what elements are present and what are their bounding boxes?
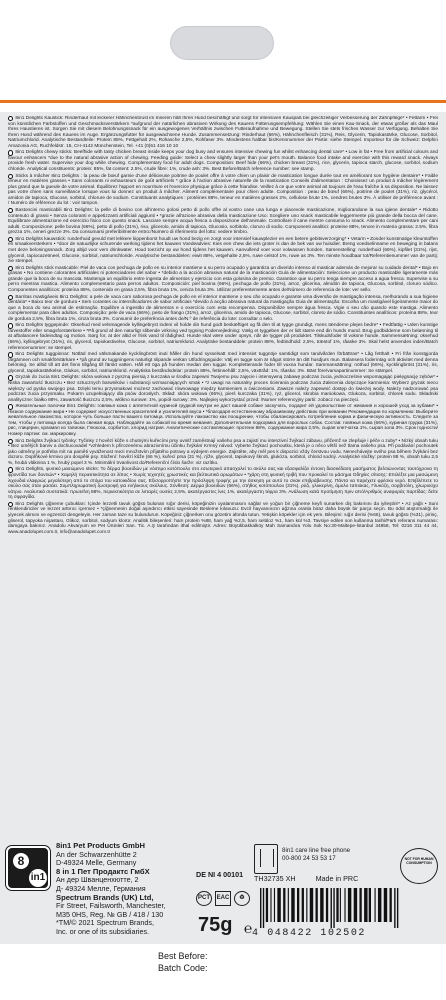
- barcode-bar: [359, 888, 361, 922]
- barcode-bar: [297, 888, 299, 922]
- language-block-es: [8, 266, 438, 294]
- careline-phone-icon: [254, 844, 278, 874]
- language-text: 8in1 Delights Kaustick: Rinderhaut mit leckerer Hähnchenbrust im Inneren hält Ihren Hund beschäftigt und sorgt für intensiven Kauspaß bei gleichzeitiger Verbesserung der Zahnpflege* • Fettarm • Frei von künstlichen Farbstoffen und Geschmacksverstärkern *aufgrund der natürlichen abrasiven Wirkung des Kauens Fütterungsempfehlung: Wählen Sie einen Kau-Snack, der etwas größer als das Maul Ihres Haustieres ist. Sorgen Sie mit diesem Belohnungssnack für ein ausgewogenes Verhältnis zwischen Futteraufnahme und Bewegung. Stellen Sie stets frisches Wasser zur Verfügung. Behalten Sie Ihren Hund während des Kauens im Auge. Ergänzungsfutter für ausgewachsene Hunde. Zusammensetzung: Rinderhaut (66%), Hähnchenfleisch (31%), Reis, Glycerin, Tapiokastärke, Glucose, Sorbitol, Natriumchlorid. Analytische Bestandteile: Protein 85%, Fettgehalt 2%, Rohasche 2,5%, Rohfaser 3%. Mindestens haltbar bis/Kennnummer der Partie: siehe Stempel. Importeur für die Schweiz: Delphin Amazonia AG, Ruchfeldstr. 15, CH-4142 Münchenstein, Tel. +41 (0)61 416 10 10: [8, 116, 438, 149]
- language-text: 8in1 Delights kauwstick: runderhuid gevuld met lekkere kippenborst houdt uw hond bezig en zorgt voor intensief kauwplezier en een betere gebitsverzorging* • Vetarm • Zonder kunstmatige kleurstoffen en smaakversterkers • *door de natuurlijke schurende werking tijdens het kauwen Voedeadvies: Kies een chew die iets groter is dan de bek van uw huisdier. Breng voedselinname en beweging in balans met deze beloningssnack. Zorg altijd voor vers drinkwater. Houd toezicht op uw hond tijdens het kauwen. Aanvullend voer voor volwassen honden. Samenstelling: runderhuid (66%), kipfilet (31%), rijst, glycerol, tapiocazetmeel, Glucose, sorbitol, natriumchloride. Analytische bestanddelen: eiwit 88%, vetgehalte 2,5%, ruwe celstof 1%, ruwe as 3%. Ten minste houdbaar tot/Referentienummer van de partij: zie stempel.: [8, 236, 438, 265]
- barcode-bar: [390, 888, 392, 922]
- language-text: 8in1 Delights tyggepinde: Oksehud med velsmagende kyllingebryst indeni vil holde din hund godt beskæftiget og få den til at tygge grundigt, mens tænderne plejes bedre* • Fedtfattig • Uden kunstige farvestoffer eller smagsforstærkere • *På grund af den naturligt slibende virkning ved tygning Fodervejledning: Vælg et tyggeben der er lidt større end din hunds mund. Brug godbidderne som belønning til at afbalancere fødeindtag og motion. Sørg for, at der altid er frisk vand til rådighed. Hunde skal være under opsyn, når de tygger på produktet. Tilskudsfoder til voksne hunde. Sammensætning: oksehud (66%), kyllingebryst (31%), ris, glycerol, tapiokastivelse, Glucose, sorbitol, natriumklorid. Analytiske bestanddele: protein 88%, fedtindhold: 2,5%, træstof 1%, råaske 3%. Skal helst anvendes inden/Batch referencenummer: se stempel.: [8, 323, 438, 351]
- barcode-bar: [394, 888, 395, 928]
- address-line: An der Schwarzenhütte 2: [56, 849, 137, 859]
- barcode-bar: [354, 888, 357, 922]
- language-block-fr: [8, 174, 438, 207]
- brand-logo-8in1: [6, 846, 50, 890]
- barcode-bar: [277, 888, 280, 922]
- brand-logo-text: in1: [29, 869, 47, 887]
- brand-logo-number: 8: [13, 853, 29, 869]
- estimated-sign: ℮: [244, 920, 253, 936]
- company-name-ru: 8 in 1 Пет Продактс ГмбХ: [56, 866, 150, 876]
- language-block-pt: [8, 295, 438, 323]
- not-for-human-consumption-icon: NOT FOR HUMAN CONSUMPTION: [400, 848, 438, 884]
- address-line-ru: Ан дер Шванценхютте, 2: [56, 875, 139, 885]
- barcode-bar: [348, 888, 351, 922]
- recycle-icon: ♻: [234, 891, 250, 906]
- best-before-label: Best Before:: [158, 951, 208, 961]
- language-block-pl: [8, 375, 438, 403]
- multilingual-product-text: [8, 116, 438, 832]
- accent-line: [0, 100, 446, 103]
- certification-icons: [196, 891, 252, 907]
- address-line-ru: Д- 49324 Мелле, Германия: [56, 883, 146, 893]
- language-block-se: [8, 352, 438, 374]
- language-block-gb: [8, 150, 438, 172]
- barcode-bar: [306, 888, 307, 922]
- barcode-bar: [340, 888, 341, 922]
- batch-info: [158, 950, 208, 974]
- barcode-bar: [333, 888, 334, 928]
- language-block-it: [8, 208, 438, 236]
- eac-mark-icon: EAC: [215, 891, 231, 906]
- uk-address-line: Inc. or one of its subsidiaries.: [56, 926, 150, 936]
- barcode-bar: [302, 888, 304, 922]
- language-text: 8in1 Delights tuggpinnar: Nötläd med välsmakande kycklingbröst inuti håller din hund sysselsatt med intensivt tuggnöje samtidigt som tandvården förbättras* • Låg fetthalt • Fri från konstgjorda färgämnen och smakförstärkare • *på grund av tuggningens naturligt slipande verkan Utfodringsguide: Välj en tugge som är något större än ditt husdjurs mun. Balansera foderintag och aktivitet med denna belöning. Se alltid till att det finns tillgång till färskt vatten. Håll ett öga på hunden medan den tuggar. Kompletterande foder till vuxna hundar. Sammansättning: nöthud (66%), kycklingbröst (31%), ris, glycerol, tapiokastärkelse, Glukos, sorbitol, natriumklorid. Analytiska beståndsdelar: protein 88%, fettinnehåll: 2,5%, växttråd: 1%, råaska: 3%. Bäst före/varsapartinummer: Se stämpel.: [8, 352, 438, 374]
- language-text: Bastoncini masticabili 8in1 Delights: la pelle di bovino con all'interno golosi petto di pollo offre al vostro cane una lunga e piacevole masticazione, migliorandone la sua igiene dentale* • Ridotto contenuto di grassi • Senza coloranti e appetizzanti artificiali aggiunti • *grazie all'azione abrasiva della masticazione Uso: Scegliere uno snack masticabile leggermente più grande della bocca del cane. Equilibrare alimentazione ed esercizio fisico con questo snack. Lasciare sempre acqua fresca a disposizione dell'animale. Controllare il cane mentre consuma lo snack. Alimento complementare per cani adulti. Composizione: pelle bovina (66%), petto di pollo (31%), riso, glicerolo, amido di tapioca, Glucosio, sorbitolo, cloruro di sodio. Componenti analitici: proteine 88%, tenore in materia grassa: 2.5%, fibra grezza 1%, ceneri grezze 3%. Da consumarsi preferibilmente entro:/Numero di riferimento del lotto: vedere timbro.: [8, 208, 438, 236]
- uk-address-line: M35 0HS, Reg. № GB / 418 / 130: [56, 909, 164, 919]
- barcode-bar: [283, 888, 285, 922]
- language-block-ru: [8, 404, 438, 437]
- barcode-bars: [256, 888, 436, 928]
- company-name: 8in1 Pet Products GmbH: [56, 841, 146, 850]
- hang-hole: [170, 26, 274, 60]
- language-text: Sticks à mâcher 8in1 Delights : la peau de bœuf garnie d'une délicieuse poitrine de poulet offre à votre chien un plaisir de mastication longue durée tout en améliorant son hygiène dentaire* • Faible teneur en matières grasses • Sans colorants ni exhausteurs de goût artificiels * grâce à l'action abrasive naturelle de la mastication Conseils d'alimentation : Choisissez un produit à mâcher légèrement plus grand que la gueule de votre animal. Équilibrez l'apport en nourriture et l'exercice physique grâce à cette friandise. Veillez à ce que votre animal ait toujours de l'eau fraîche à sa disposition. Ne laissez pas votre chien sans surveillance lorsque vous lui donnez un produit à mâcher. Aliment complémentaire pour chien adulte. Composition : peau de bœuf (66%), poitrine de poulet (31%), riz, glycérol, amidon de tapioca, Glucose, sorbitol, chlorure de sodium. Constituants analytiques : protéines 88%, teneur en matières grasses 2%, cellulose brute 1%, cendres brutes 3%. À utiliser de préférence avant : / Numéro de référence du lot : voir tampon.: [8, 173, 438, 207]
- barcode-bar: [375, 888, 376, 922]
- ean-barcode: [256, 888, 436, 932]
- barcode-bar: [326, 888, 328, 922]
- language-block-gr: [8, 467, 438, 500]
- registration-number: DE NI 4 00101: [196, 870, 244, 879]
- careline-label: 8in1 care line free phone: [282, 847, 351, 854]
- barcode-bar: [274, 888, 275, 922]
- language-block-dk: [8, 323, 438, 351]
- barcode-bar: [270, 888, 271, 922]
- barcode-bar: [320, 888, 323, 922]
- language-block-de: [8, 116, 438, 149]
- barcode-bar: [291, 888, 294, 922]
- item-code: TH32735 XH: [254, 874, 296, 883]
- careline-phone: 00-800 24 53 53 17: [282, 854, 336, 862]
- language-text: 8in1 Delights, φυσικό μασώμενο sticks: Το δέρμα βοοειδών με νόστιμο κοτόπουλο στο εσωτερικό απασχολεί το σκύλο σας και εξασφαλίζει έντονη διασκέδαση μασήματος βελτιώνοντας ταυτόχρονα τη φροντίδα των δοντιών* • Χαμηλή περιεκτικότητα σε λίπος • Χωρίς τεχνητές χρωστικές και βελτιωτικά αρωμάτων • *χάρη στη φυσική τριβή που προκαλεί το μάσημα Οδηγίες σίτισης: Επιλέξτε μια μασώμενη λιχουδιά ελαφρώς μεγαλύτερη από το στόμα του κατοικιδίου σας. Εξισορροπήστε την πρόσληψη τροφής με την άσκηση με αυτό το σνακ επιβράβευσης. Πάντα να παρέχετε φρέσκο νερό. Επιβλέπετε το σκύλο σας όταν μασάει. Συμπληρωματική ζωοτροφή για ενήλικους σκύλους. Σύνθεση: Δέρμα βοοειδών (66%), στήθος κοτόπουλου (31%), ρύζι, γλυκερίνη, άμυλο ταπιόκας, Γλυκόζη, σορβιτόλη, χλωριούχο νάτριο. Αναλυτικά συστατικά: πρωτεΐνη 88%, περιεκτικότητα σε λιπαρές ουσίες 2,5%, ακατέργαστες ίνες 1%, ακατέργαστη τέφρα 3%. Ανάλωση κατά προτίμηση πριν από/Αριθμός αναφοράς παρτίδας: δείτε τη σφραγίδα.: [8, 467, 438, 501]
- pct-mark-icon: PCT: [196, 891, 212, 906]
- net-weight: 75g: [198, 914, 233, 936]
- barcode-bar: [344, 888, 345, 922]
- careline-info: [282, 847, 350, 863]
- barcode-bar: [397, 888, 398, 928]
- barcode-number: 4 048422 102502: [252, 928, 367, 939]
- address-line: D-49324 Melle, Germany: [56, 858, 137, 868]
- barcode-bar: [266, 888, 268, 922]
- barcode-bar: [260, 888, 261, 928]
- language-text: 8in1 Delights žvýkací tyčinky: Tyčinky z hovězí kůže s chutnými kuřecími prsy uvnitř zaměstnají vašeho psa a zajistí mu intenzivní žvýkací zábavu, přičemž se zlepšuje i péče o zuby* • Nízký obsah tuku • Bez umělých barviv a dochucovadel *vzhledem k přirozenému abrazivnímu účinku žvýkání Krmný návod: Vyberte žvýkací pochoutku, která je o něco větší než tlama vašeho psa. Při podávání pochoutek jako odměny je potřeba mít na paměti vyváženost mezi množstvím přijatého potravy a výdejem energie. Zajistěte, aby měl pes k dispozici vždy čerstvou vodu. Nenechávejte svého psa během žvýkání bez dozoru. Doplňkové krmivo pro dospělé psy. Složení: hovězí kůže (66 %), kuřecí prsa (31 %), rýže, glycerol, tapiokový škrob, glukóza, sorbitol, chlorid sodný. Analytické složky: protein 88 %, obsah tuku 2,5 %, hrubá vláknina 1 %, hrubý popel 3 %. Minimální trvanlivost do/Referenční číslo šarže: viz razítko.: [8, 438, 438, 466]
- barcode-bar: [336, 888, 338, 922]
- language-block-nl: [8, 237, 438, 265]
- country-of-origin: Made in PRC: [315, 874, 359, 883]
- barcode-bar: [310, 888, 313, 922]
- barcode-bar: [369, 888, 371, 922]
- language-text: Жевательные палочки 8in1 Delights: говяжья кожа с аппетитной куриной грудкой внутри не даст вашей собаке заскучать, подарит ей удовольствие от жевания и хорошей уход за зубами* • Низкое содержание жира • Не содержит искусственных красителей и усилителей вкуса • *благодаря естественному абразивному действию при жевании Рекомендации по кормлению: Выберите жевательное лакомство, которое чуть больше пасти вашего питомца. Используйте лакомство как поощрение, чтобы сбалансировать потребление корма и физическую активность. Следите за тем, чтобы у питомца всегда была свежая вода. Наблюдайте за собакой во время жевания. Дополнительная подкормка для взрослых собак. Состав: говяжья кожа (66%), куриная грудка (31%), рис, глицерин, крахмал из тапиоки, Глюкоза, сорбитол, хлорид натрия. Аналитические составляющие: протеин 88%, содержание жира 2,5%, сырая клетчатка 1%, сырая зола 3%. Срок годности/Номер партии: см. маркировку.: [8, 404, 438, 438]
- language-text: Gryzak do żucia 8in1 Delights: skóra wołowa z pyszną piersią z kurczaka w środku zapewni Twojemu psu zajęcie i intensywną zabawę podczas żucia, jednocześnie wspomagając pielęgnację zębów* • Niska zawartość tłuszczu • Bez sztucznych barwników i substancji wzmacniających smak • *z uwagi na naturalny proces ścierania podczas żucia Zalecenia dotyczące karmienia: Wybierz gryzak nieco większy od pyska swojego psa. Dzięki temu przysmakowi możesz zachować równowagę między karmieniem a ćwiczeniami. Zawsze należy zapewnić dostęp do świeżej wody. Należy nadzorować psa podczas żucia przysmaku. Pokarm uzupełniający dla psów dorosłych. Skład: skóra wołowa (66%), pierś kurczaka (31%), ryż, glicerol, skrobia maniokowa, Glukoza, sorbitol, chlorek sodu. Składniki analityczne: białko 88%, zawartość tłuszczu 2,5%, włókno surowe: 1%, popiół surowy: 3%. Najlepiej wykorzystać przed: /Numer referencyjny partii: zobacz na pieczęci.: [8, 375, 438, 403]
- language-text: 8in1 Delights stick masticable: Piel de vaca con pechuga de pollo en su interior mantiene a su perro ocupado y garantiza un diverido intenso al masticar además de mejorar su cuidado dental* • Bajo en grasas • No contiene colorantes artificiales ni potenciadores del sabor • *debido a la acción abrasiva natural de la masticación Guía de alimentación: Seleccione un producto masticable ligeramente más grande que la boca de su mascota. Mantenga un equilibrio entre ingesta de alimentos y ejercicio con esta golosina de premio. Garantice que su perro tenga siempre acceso a agua fresca. Supervise a su perro mientras mastica. Alimento complementario para perros adultos. Composición: piel bovina (66%), pechuga de pollo (31%), arroz, glicerina, almidón de tapioca, Glucosa, sorbitol, cloruro sódico. Componentes analíticos: proteína 88%, contenido en grasa 2,5%, fibra bruta 1%, ceniza bruta 3%. Utilizar preferentemente antes de/Número de referencia de lote: ver sello.: [8, 265, 438, 293]
- language-block-cz: [8, 439, 438, 467]
- language-block-tr: [8, 502, 438, 535]
- product-codes: [254, 874, 444, 883]
- uk-address-line: Fir Street, Failsworth, Manchester,: [56, 901, 166, 911]
- language-text: 8in1 Delights çiğneme çubukları: İçinde lezzetli tavuk göğsü bulunan sığır derisi, köpeğinizin oyalanmasını sağlar ve yoğun bir çiğneme keyfi sunarken diş bakımını da iyileştirir* • Az yağlı • Suni renklendiriciler ve lezzet arttırıcı içermez • *çiğnemenin doğal aşındırıcı etkisi sayesinde Besleme kılavuzu: Evcil hayvanınızın ağzına oranla biraz daha büyük bir parça seçin. Bu ödül atıştırmalığı ile yiyecek alımını ve egzersizi dengeleyin. Her zaman taze su bulundurun. Köpeğiniz çiğnerken onu gözetim altında tutun. Yetişkin köpekler için ek yem. Bileşimi: sığır derisi (%66), tavuk göğsü (%31), pirinç, gliserol, tapyoka nişastası, Glikoz, sorbitol, sodyum klorür. Analitik bileşenleri: ham protein %88, ham yağ %2,5, ham selüloz %1, ham kül %3. Tavsiye edilen son kullanma tarihi/Parti referans numarası: damgaya bakınız. Anadolu Akvaryum ve Pet Ürünleri San. Tic. A.Ş tarafından ithal edilmiştir. Adres: Büyükbakkalköy Mah Samandıra Yolu Sok No:30-Maltepe-İstanbul 34858, Tel: 0216 311 44 44, www.anadolupet.com.tr, info@anadolupet.com.tr: [8, 501, 438, 535]
- barcode-bar: [288, 888, 289, 922]
- barcode-bar: [384, 888, 387, 922]
- barcode-bar: [378, 888, 381, 922]
- uk-address-line: *TM/© 2021 Spectrum Brands,: [56, 918, 154, 928]
- barcode-bar: [263, 888, 264, 928]
- batch-code-label: Batch Code:: [158, 963, 208, 973]
- header-strip: [0, 0, 446, 118]
- barcode-bar: [364, 888, 367, 922]
- barcode-bar: [316, 888, 318, 922]
- language-text: 8in1 Delights chewy sticks: Beefhide with tasty chicken breast inside keeps your dog busy and ensures intensive chewing fun whilst enhancing dental care* • Low in fat • Free from artificial colours and flavour enhancers *due to the natural abrasive action of chewing. Feeding guide: Select a chew slightly larger than your pet's mouth. Balance food intake and exercise with this reward snack. Always provide fresh water. Supervise your dog while chewing. Complementary food for adult dogs. Composition: Beef hide (66%), chicken breast (31%), rice, glycerin, tapioca starch, glucose, sorbitol, sodium chloride. Analytical constituents: protein: 85%, fat content: 2.5%, crude fibre: 1%, crude ash: 3%. Best Before/Batch reference number: see stamp.: [8, 150, 438, 173]
- barcode-bar: [331, 888, 332, 928]
- uk-company: Spectrum Brands (UK) Ltd,: [56, 892, 154, 902]
- language-text: Barritas mastigáveis 8in1 Delights: a pele de vaca com saborosa pechuga de pollo en el interior mantiene o seu cão ocupado e garante uma diversão de mastigação intensa, melhorando a sua higiene dentária* • Baixo teor de gordura • Sem corantes ou intensificadores de sabor artificiais *devido à acção abrasiva natural da mastigação Guia de alimentação: Escolha um mastigável ligeiramente maior do que a boca do seu animal de estimação. Equilibre a ingestão de alimentos e o exercício com esta recompensa. Disponibilize sempre água fresca. Vigie o seu cão quando este mastiga. Alimento complementar para cães adultos. Composição: pele de vaca (66%), peito de frango (31%), arroz, glicerina, amido de tapioca, Glucose, sorbitol, cloreto de sódio. Constituintes analíticos: proteína 88%, teor de gordura 2,5%, fibra bruta 1%, cinza bruta 3%. Consumir de preferência antes de/N.º de referência do lote: consultar o selo.: [8, 294, 438, 322]
